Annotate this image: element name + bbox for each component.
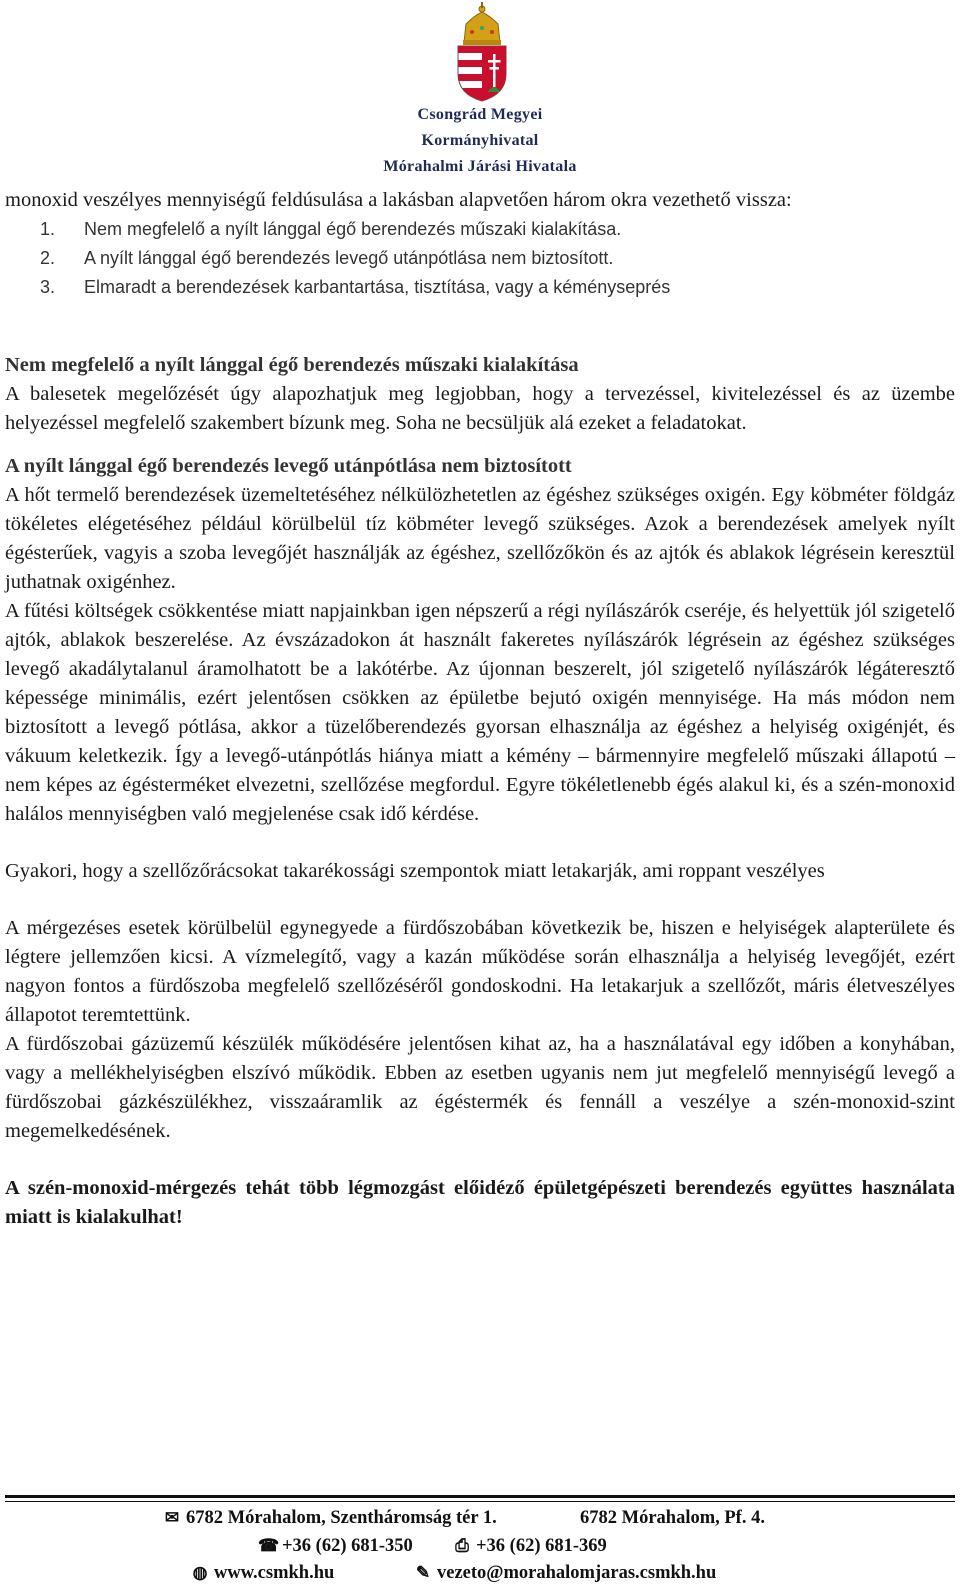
list-item: 3. Elmaradt a berendezések karbantartása, tisztítása, vagy a kéményseprés: [40, 277, 671, 297]
mailbox-icon: ✉: [164, 1508, 180, 1527]
section-paragraph: A hőt termelő berendezések üzemeltetéséhez nélkülözhetetlen az égéshez szükséges oxigén. Egy köbméter földgáz tökéletes elégetéséhez például körülbelül tíz köbméter levegő szükséges. Azok a berendezések amelyek nyílt égésterűek, vagyis a szoba levegőjét használják az égéshez, szellőzőkön és az ajtók és ablakok légrésein keresztül juthatnak oxigénhez.: [5, 484, 955, 593]
footer: [0, 1485, 960, 1594]
org-line-county: Csongrád Megyei: [417, 106, 543, 123]
globe-icon: ◍: [192, 1563, 208, 1582]
org-line-office: Kormányhivatal: [421, 132, 539, 149]
footer-address-line: [162, 1508, 497, 1529]
footer-web-line: [190, 1563, 334, 1584]
intro-paragraph: monoxid veszélyes mennyiségű feldúsulása a lakásban alapvetően három okra vezethető vissza:: [5, 189, 792, 211]
hungarian-coat-of-arms-icon: [452, 2, 512, 102]
list-item: 2. A nyílt lánggal égő berendezés levegő utánpótlása nem biztosított.: [40, 248, 614, 268]
conclusion: A szén-monoxid-mérgezés tehát több légmozgást előidéző épületgépészeti berendezés együttes használata miatt is kialakulhat!: [5, 1177, 955, 1228]
fax-icon: ⎙: [455, 1536, 469, 1555]
letterhead: [0, 0, 960, 185]
footer-po-box: 6782 Mórahalom, Pf. 4.: [580, 1508, 765, 1528]
causes-list: [5, 215, 955, 302]
phone: +36 (62) 681-350: [282, 1536, 413, 1556]
website-link[interactable]: www.csmkh.hu: [214, 1563, 335, 1583]
list-item: 1. Nem megfelelő a nyílt lánggal égő berendezés műszaki kialakítása.: [40, 219, 622, 239]
telephone-icon: ☎: [258, 1536, 280, 1555]
footer-divider: [5, 1501, 955, 1502]
email-link[interactable]: vezeto@morahalomjaras.csmkh.hu: [437, 1563, 717, 1583]
footer-phone-line: [258, 1536, 413, 1557]
section-heading: A nyílt lánggal égő berendezés levegő utánpótlása nem biztosított: [5, 455, 572, 477]
section-paragraph: A fűtési költségek csökkentése miatt napjainkban igen népszerű a régi nyílászárók cseréje, és helyettük jól szigetelő ajtók, ablakok beszerelése. Az évszázadokon át használt fakeretes nyílászárók légrésein az égéshez szükséges levegő akadálytalanul áramolhatott be a lakótérbe. Az újonnan beszerelt, jól szigetelő nyílászárók légáteresztő képessége minimális, ezért jelentősen csökken az épületbe bejutó oxigén mennyisége. Ha más módon nem biztosított a levegő pótlása, akkor a tüzelőberendezés gyorsan elhasználja az égéshez a helyiség oxigénjét, és vákuum keletkezik. Így a levegő-utánpótlás hiánya miatt a kémény – bármennyire megfelelő műszaki állapotú – nem képes az égésterméket elvezetni, szellőzése megfordul. Egyre tökéletlenebb égés alakul ki, és a szén-monoxid halálos mennyiségben való megjelenése csak idő kérdése.: [5, 600, 955, 825]
paragraph: A mérgezéses esetek körülbelül egynegyede a fürdőszobában következik be, hiszen e helyiségek alapterülete és légtere jellemzően kicsi. A vízmelegítő, vagy a kazán működése során elhasználja a helyiség levegőjét, ezért nagyon fontos a fürdőszoba megfelelő szellőzéséről gondoskodni. Ha letakarjuk a szellőzőt, máris életveszélyes állapotot teremtettünk.: [5, 917, 955, 1026]
fax: +36 (62) 681-369: [476, 1536, 607, 1556]
section-heading: Nem megfelelő a nyílt lánggal égő berendezés műszaki kialakítása: [5, 354, 579, 376]
envelope-icon: ✎: [415, 1563, 431, 1582]
document-body: [5, 186, 955, 1232]
org-line-district: Mórahalmi Járási Hivatala: [383, 158, 577, 175]
footer-fax-line: [452, 1536, 607, 1557]
footer-email-line: [413, 1563, 716, 1584]
section-paragraph: A balesetek megelőzését úgy alapozhatjuk meg legjobban, hogy a tervezéssel, kivitelezéssel és az üzembe helyezéssel megfelelő szakembert bízunk meg. Soha ne becsüljük alá ezeket a feladatokat.: [5, 383, 955, 434]
address: 6782 Mórahalom, Szentháromság tér 1.: [186, 1508, 497, 1528]
paragraph: Gyakori, hogy a szellőzőrácsokat takarékossági szempontok miatt letakarják, ami roppant veszélyes: [5, 860, 825, 882]
paragraph: A fürdőszobai gázüzemű készülék működésére jelentősen kihat az, ha a használatával egy időben a konyhában, vagy a mellékhelyiségben elszívó működik. Ebben az esetben ugyanis nem jut megfelelő mennyiségű levegő a fürdőszobai gázkészülékhez, visszaáramlik az égéstermék és fennáll a veszélye a szén-monoxid-szint megemelkedésének.: [5, 1033, 955, 1142]
footer-divider: [5, 1495, 955, 1498]
